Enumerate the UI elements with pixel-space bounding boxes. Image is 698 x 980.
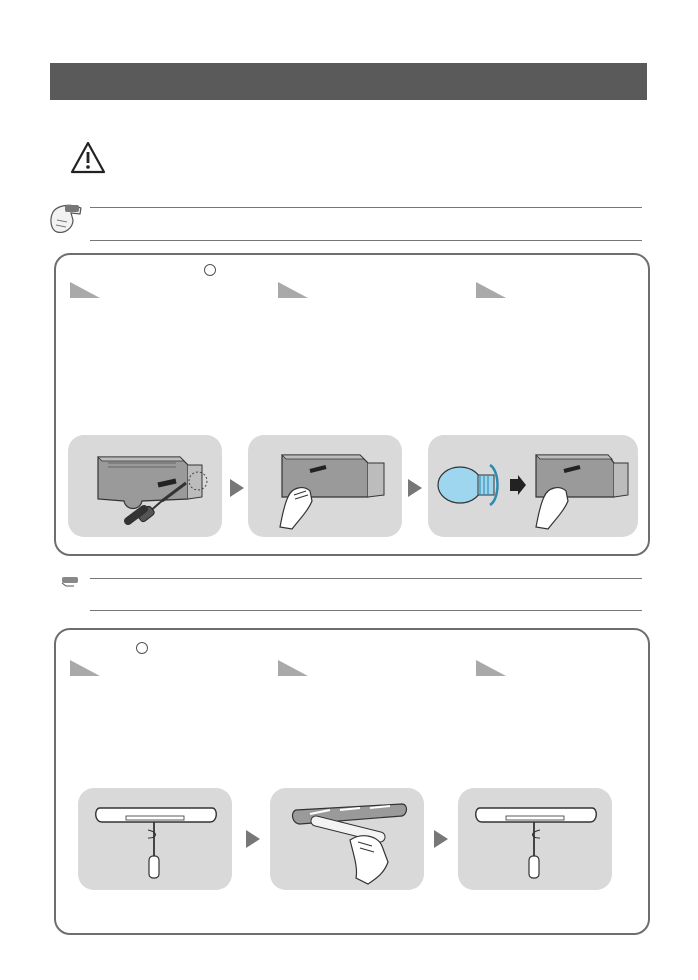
illustration-bulb-replace	[428, 435, 638, 537]
illustration-lamp-cover-refit	[458, 788, 612, 890]
instruction-panel-1	[54, 253, 650, 556]
step-1-marker	[70, 282, 100, 298]
illustration-hand-cover	[248, 435, 402, 537]
note-rule-top	[90, 207, 642, 208]
warning-triangle-icon	[70, 141, 106, 175]
step-3-marker	[476, 282, 506, 298]
step-arrow	[230, 479, 244, 497]
pointing-hand-icon	[47, 200, 87, 238]
step-1-marker	[70, 660, 100, 676]
step-arrow	[408, 479, 422, 497]
instruction-panel-2	[54, 628, 650, 935]
circled-number-mark	[204, 264, 216, 276]
note-rule-top	[90, 578, 642, 579]
note-rule-bottom	[90, 610, 642, 611]
step-arrow	[434, 830, 448, 848]
illustration-screwdriver-unit	[68, 435, 222, 537]
section-header-bar	[50, 63, 647, 100]
step-2-marker	[278, 282, 308, 298]
note-rule-bottom	[90, 240, 642, 241]
step-3-marker	[476, 660, 506, 676]
small-note-icon	[60, 574, 82, 588]
illustration-hand-tube	[270, 788, 424, 890]
step-arrow	[246, 830, 260, 848]
circled-number-mark	[136, 642, 148, 654]
step-2-marker	[278, 660, 308, 676]
illustration-lamp-cover-screw	[78, 788, 232, 890]
